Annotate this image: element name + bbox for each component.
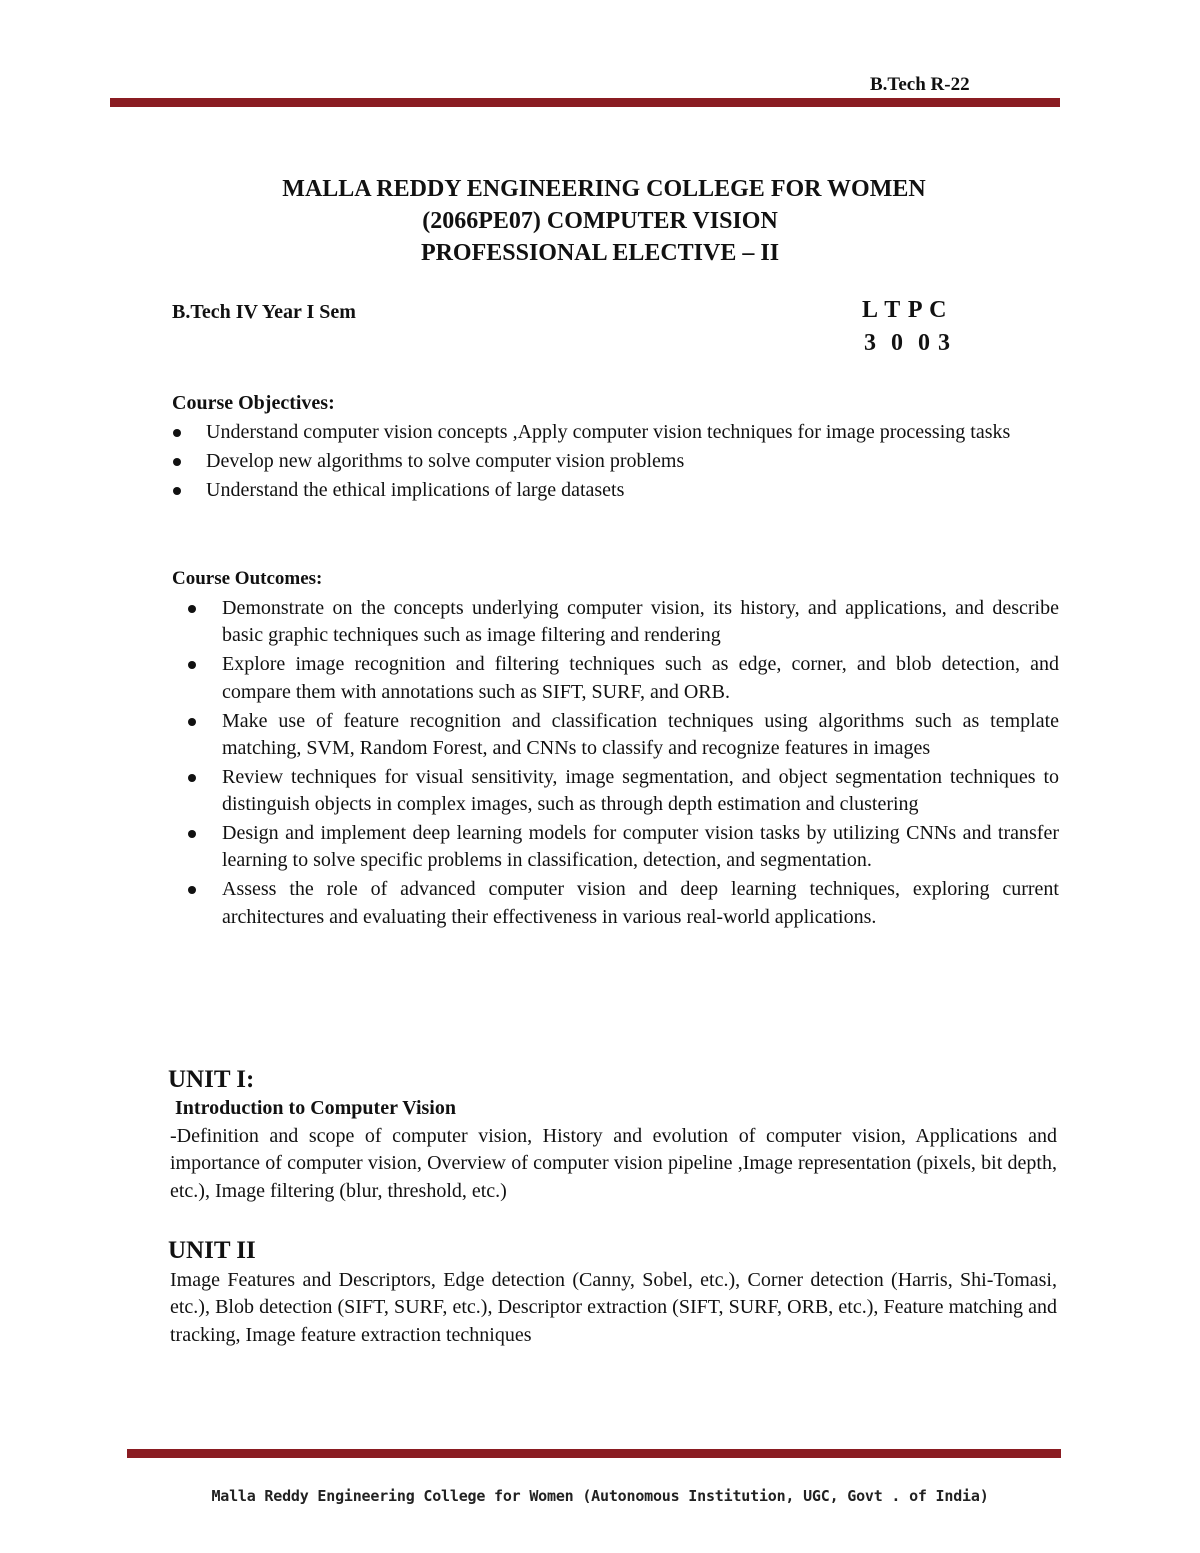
unit2-heading: UNIT II: [168, 1237, 256, 1264]
footer-rule: [127, 1449, 1061, 1458]
list-item: Understand computer vision concepts ,Apply computer vision techniques for image processing tasks: [170, 419, 1059, 446]
unit2-body: Image Features and Descriptors, Edge detection (Canny, Sobel, etc.), Corner detection (Harris, Shi-Tomasi, etc.), Blob detection (SIFT, SURF, etc.), Descriptor extraction (SIFT, SURF, ORB, etc.), Feature matching and tracking, Image feature extraction techniques: [170, 1269, 1057, 1346]
course-title: (2066PE07) COMPUTER VISION: [422, 208, 778, 234]
unit1-subheading: Introduction to Computer Vision: [175, 1097, 456, 1119]
unit1-body: -Definition and scope of computer vision, History and evolution of computer vision, Applications and importance of computer vision, Overview of computer vision pipeline ,Image representation (pixels, bit depth, etc.), Image filtering (blur, threshold, etc.): [170, 1125, 1057, 1202]
college-title: MALLA REDDY ENGINEERING COLLEGE FOR WOMEN: [282, 176, 926, 202]
objectives-list: [170, 419, 1059, 506]
header-rule: [110, 98, 1060, 107]
ltpc-values: 3 0 0 3: [864, 330, 951, 356]
semester-label: B.Tech IV Year I Sem: [172, 301, 356, 323]
list-item: Review techniques for visual sensitivity, image segmentation, and object segmentation techniques to distinguish objects in complex images, such as through depth estimation and clustering: [170, 764, 1059, 819]
outcomes-list: [170, 595, 1059, 933]
objectives-heading: Course Objectives:: [172, 392, 335, 414]
list-item: Develop new algorithms to solve computer vision problems: [170, 448, 1059, 475]
outcomes-heading: Course Outcomes:: [172, 568, 323, 589]
elective-title: PROFESSIONAL ELECTIVE – II: [420, 240, 780, 266]
list-item: Make use of feature recognition and classification techniques using algorithms such as template matching, SVM, Random Forest, and CNNs to classify and recognize features in images: [170, 708, 1059, 763]
ltpc-header: L T P C: [862, 297, 948, 323]
list-item: Assess the role of advanced computer vision and deep learning techniques, exploring current architectures and evaluating their effectiveness in various real-world applications.: [170, 876, 1059, 931]
list-item: Understand the ethical implications of large datasets: [170, 477, 1059, 504]
program-label: B.Tech R-22: [870, 74, 970, 95]
list-item: Design and implement deep learning models for computer vision tasks by utilizing CNNs and transfer learning to solve specific problems in classification, detection, and segmentation.: [170, 820, 1059, 875]
footer-text: Malla Reddy Engineering College for Women (Autonomous Institution, UGC, Govt . of India): [211, 1487, 989, 1505]
list-item: Explore image recognition and filtering techniques such as edge, corner, and blob detection, and compare them with annotations such as SIFT, SURF, and ORB.: [170, 651, 1059, 706]
list-item: Demonstrate on the concepts underlying computer vision, its history, and applications, and describe basic graphic techniques such as image filtering and rendering: [170, 595, 1059, 650]
unit1-heading: UNIT I:: [168, 1066, 255, 1093]
